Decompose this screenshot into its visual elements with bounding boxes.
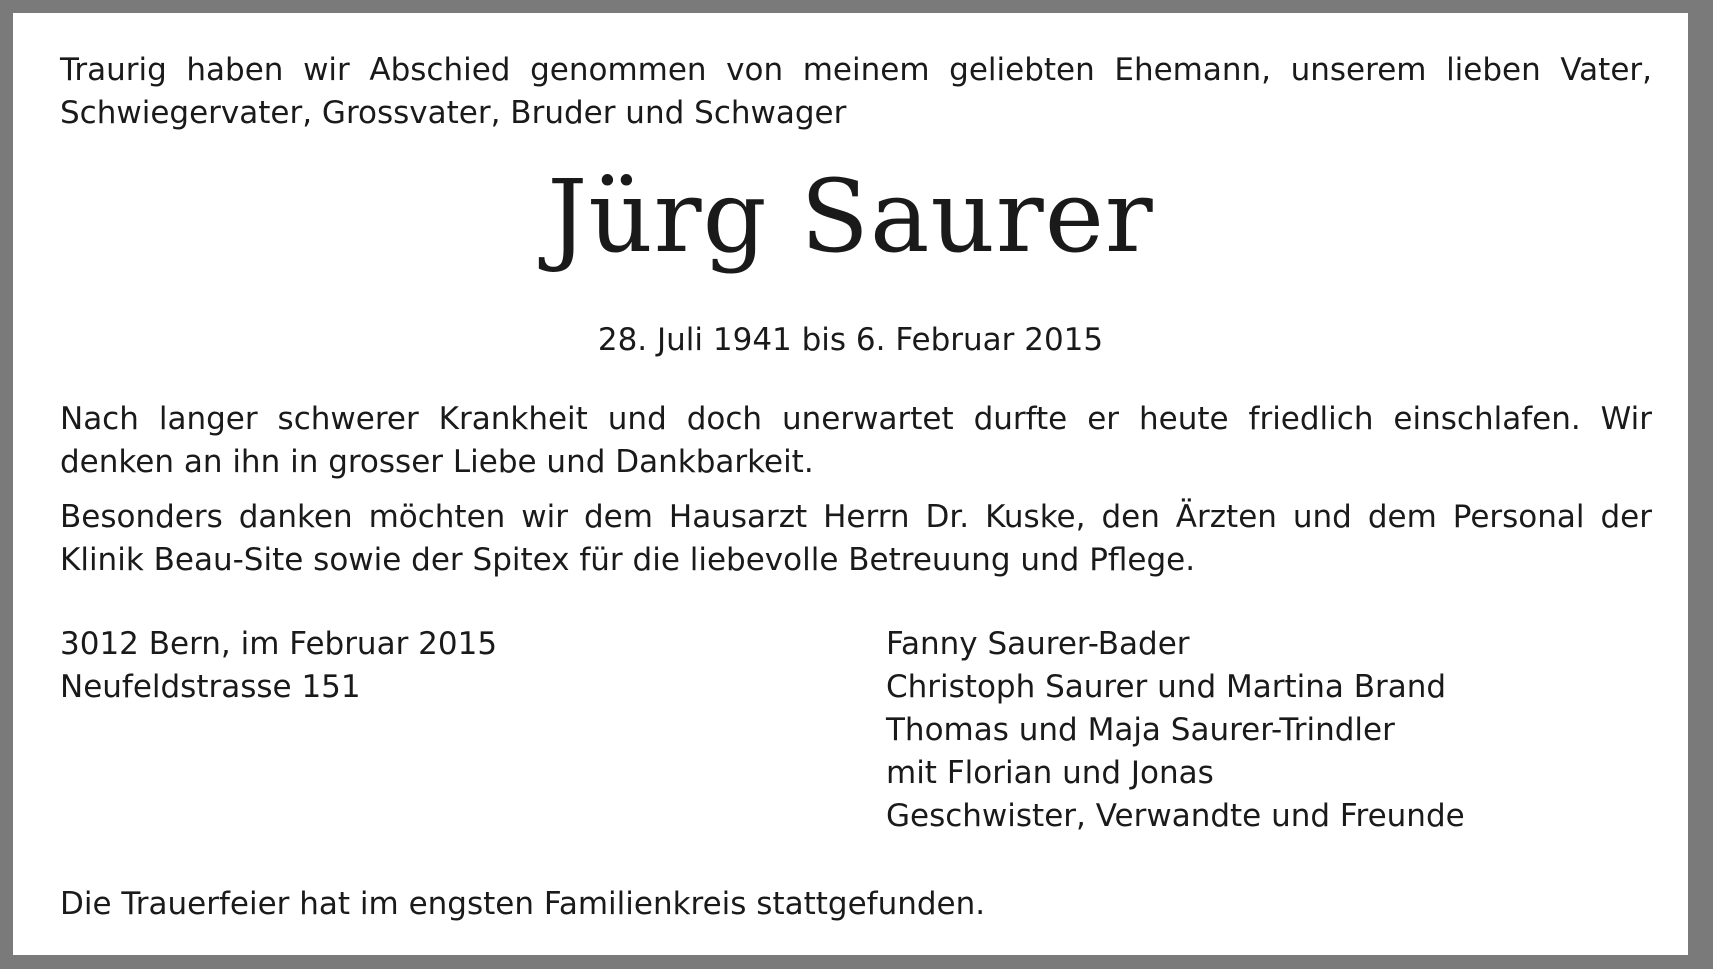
sender-place-date: 3012 Bern, im Februar 2015 [60, 626, 498, 662]
paragraph-thanks: Besonders danken möchten wir dem Hausarzt Herrn Dr. Kuske, den Ärzten und dem Personal der Klinik Beau-Site sowie der Spitex für die liebevolle Betreuung und Pflege. [60, 499, 1652, 578]
obituary-notice [13, 13, 1688, 955]
mourners-list [886, 623, 1666, 838]
mourner-line: mit Florian und Jonas [886, 755, 1214, 791]
life-dates: 28. Juli 1941 bis 6. Februar 2015 [597, 322, 1104, 358]
mourner-line: Geschwister, Verwandte und Freunde [886, 798, 1465, 834]
mourner-line: Christoph Saurer und Martina Brand [886, 669, 1447, 705]
intro-text: Traurig haben wir Abschied genommen von meinem geliebten Ehemann, unserem lieben Vater, Schwiegervater, Grossvater, Bruder und Schwager [60, 52, 1652, 131]
sender-address: Neufeldstrasse 151 [60, 669, 361, 705]
sender-block [60, 623, 820, 709]
closing-text: Die Trauerfeier hat im engsten Familienkreis stattgefunden. [60, 886, 986, 922]
mourner-line: Thomas und Maja Saurer-Trindler [886, 712, 1395, 748]
paragraph-illness: Nach langer schwerer Krankheit und doch unerwartet durfte er heute friedlich einschlafen. Wir denken an ihn in grosser Liebe und Dankbarkeit. [60, 401, 1652, 480]
mourner-line: Fanny Saurer-Bader [886, 626, 1190, 662]
deceased-name: Jürg Saurer [547, 158, 1154, 275]
